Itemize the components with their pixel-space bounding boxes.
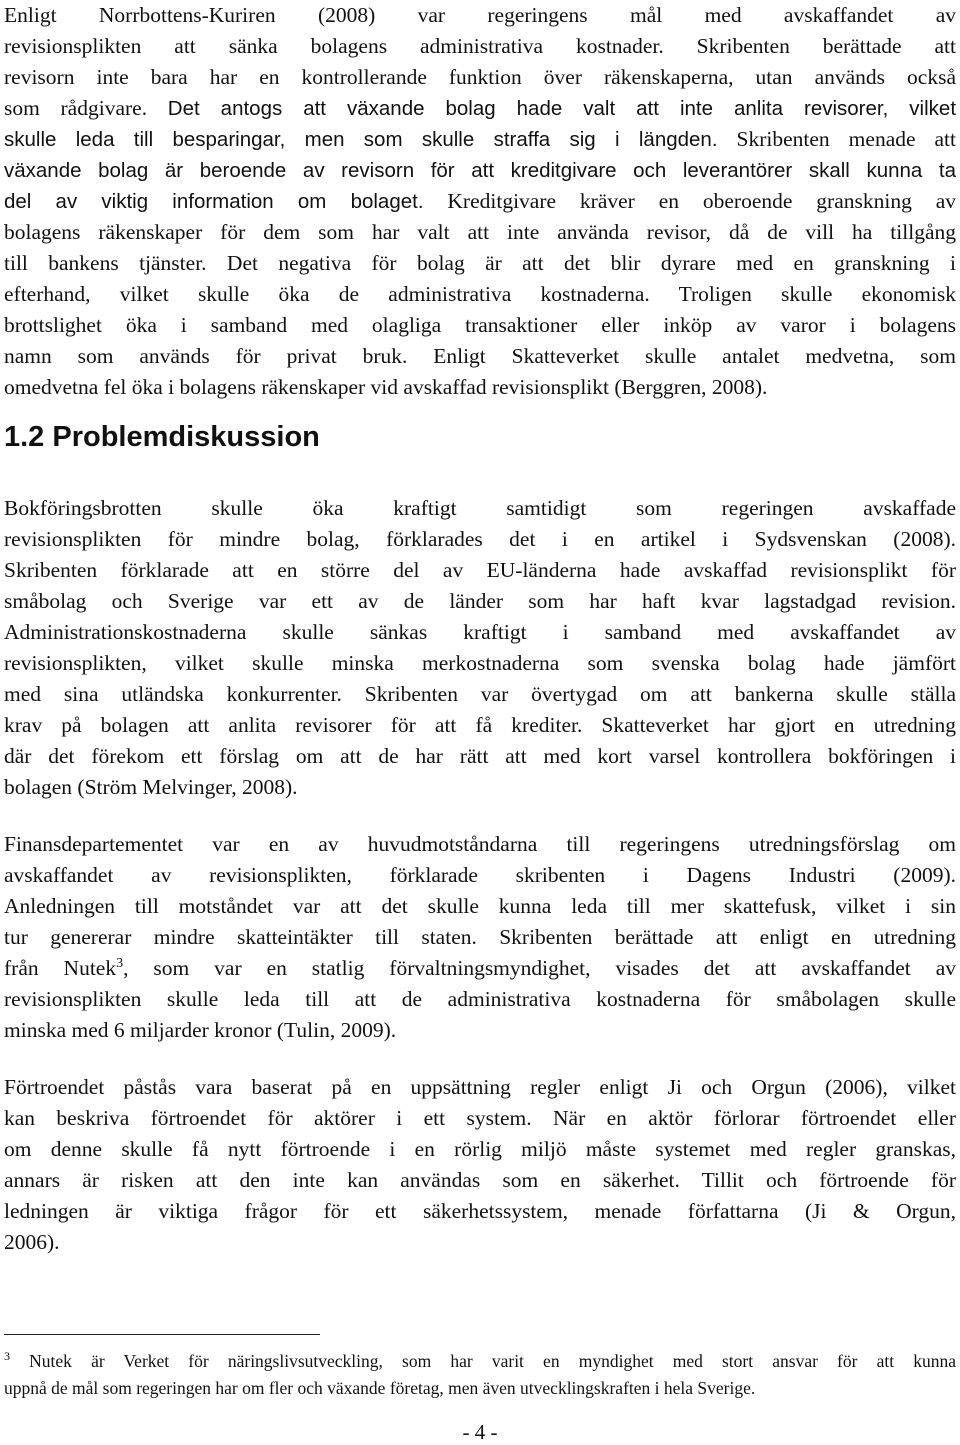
- text-line: [4, 124, 956, 155]
- text-line: Bokföringsbrotten skulle öka kraftigt samtidigt som regeringen avskaffade: [4, 496, 956, 520]
- footnote-number: 3: [4, 1349, 10, 1364]
- text-line: där det förekom ett förslag om att de har rätt att med kort varsel kontrollera bokföringen i: [4, 744, 956, 768]
- page-number: - 4 -: [462, 1420, 498, 1444]
- text-line: revisorn inte bara har en kontrollerande funktion över räkenskaperna, utan används också: [4, 65, 956, 89]
- text-line: [4, 186, 956, 217]
- text-line: Administrationskostnaderna skulle sänkas kraftigt i samband med avskaffandet av: [4, 620, 956, 644]
- text-line: bolagens räkenskaper för dem som har valt att inte använda revisor, då de vill ha tillgång: [4, 220, 956, 244]
- text-segment: Skribenten menade att: [736, 127, 956, 151]
- text-segment: Det antogs att växande bolag hade valt att inte anlita revisorer, vilket: [167, 97, 956, 120]
- text-segment: som rådgivare.: [4, 96, 148, 120]
- text-segment: Kreditgivare kräver en oberoende granskning av: [447, 189, 956, 213]
- paragraph-1: [4, 493, 956, 803]
- text-segment: till bankens tjänster.: [4, 251, 207, 275]
- text-line: kan beskriva förtroendet för aktörer i ett system. När en aktör förlorar förtroendet eller: [4, 1106, 956, 1130]
- paragraph-3: [4, 1072, 956, 1258]
- text-line: revisionsplikten, vilket skulle minska merkostnaderna som svenska bolag hade jämfört: [4, 651, 956, 675]
- text-line: [4, 953, 956, 984]
- text-line: 2006).: [4, 1230, 60, 1254]
- text-line: Enligt Norrbottens-Kuriren (2008) var regeringens mål med avskaffandet av: [4, 3, 956, 27]
- footnote-reference: 3: [116, 955, 124, 971]
- text-line: med sina utländska konkurrenter. Skribenten var övertygad om att bankerna skulle ställa: [4, 682, 956, 706]
- footnote-line: [4, 1348, 956, 1375]
- text-line: brottslighet öka i samband med olagliga transaktioner eller inköp av varor i bolagens: [4, 313, 956, 337]
- text-segment: del av viktig information om bolaget.: [4, 190, 424, 213]
- text-line: namn som används för privat bruk. Enligt Skatteverket skulle antalet medvetna, som: [4, 344, 956, 368]
- text-line: annars är risken att den inte kan användas som en säkerhet. Tillit och förtroende för: [4, 1168, 956, 1192]
- text-line: om denne skulle få nytt förtroende i en rörlig miljö måste systemet med regler granskas,: [4, 1137, 956, 1161]
- text-line: ledningen är viktiga frågor för ett säkerhetssystem, menade författarna (Ji & Orgun,: [4, 1199, 956, 1223]
- text-line: avskaffandet av revisionsplikten, förklarade skribenten i Dagens Industri (2009).: [4, 863, 956, 887]
- paragraph-top: [4, 0, 956, 403]
- footnote-divider: [4, 1334, 320, 1335]
- text-line: krav på bolagen att anlita revisorer för att få krediter. Skatteverket har gjort en utredning: [4, 713, 956, 737]
- text-line: revisionsplikten för mindre bolag, förklarades det i en artikel i Sydsvenskan (2008).: [4, 527, 956, 551]
- text-line: småbolag och Sverige var ett av de länder som har haft kvar lagstadgad revision.: [4, 589, 956, 613]
- footnote: [4, 1348, 956, 1402]
- paragraph-2: [4, 829, 956, 1046]
- text-segment: , som var en statlig förvaltningsmyndighet, visades det att avskaffandet av: [123, 956, 956, 980]
- text-line: revisionsplikten att sänka bolagens administrativa kostnader. Skribenten berättade att: [4, 34, 956, 58]
- text-line: Finansdepartementet var en av huvudmotståndarna till regeringens utredningsförslag om: [4, 832, 956, 856]
- footnote-text: Nutek är Verket för näringslivsutveckling, som har varit en myndighet med stort ansvar för att kunna: [29, 1351, 956, 1371]
- text-line: växande bolag är beroende av revisorn för att kreditgivare och leverantörer skall kunna ta: [4, 159, 956, 182]
- text-line: Skribenten förklarade att en större del av EU-länderna hade avskaffad revisionsplikt för: [4, 558, 956, 582]
- text-segment: skulle leda till besparingar, men som skulle straffa sig i längden.: [4, 128, 718, 151]
- text-line: minska med 6 miljarder kronor (Tulin, 2009).: [4, 1018, 397, 1042]
- text-line: omedvetna fel öka i bolagens räkenskaper vid avskaffad revisionsplikt (Berggren, 2008).: [4, 375, 768, 399]
- text-line: Anledningen till motståndet var att det skulle kunna leda till mer skattefusk, vilket i sin: [4, 894, 956, 918]
- text-line: bolagen (Ström Melvinger, 2008).: [4, 775, 298, 799]
- text-line: [4, 93, 956, 124]
- footnote-line: uppnå de mål som regeringen har om fler och växande företag, men även utvecklingskraften i hela Sverige.: [4, 1378, 756, 1398]
- text-line: Förtroendet påstås vara baserat på en uppsättning regler enligt Ji och Orgun (2006), vilket: [4, 1075, 956, 1099]
- text-line: revisionsplikten skulle leda till att de administrativa kostnaderna för småbolagen skulle: [4, 987, 956, 1011]
- text-line: tur genererar mindre skatteintäkter till staten. Skribenten berättade att enligt en utredning: [4, 925, 956, 949]
- text-segment: Det negativa för bolag är att det blir dyrare med en granskning i: [226, 251, 956, 275]
- text-line: [4, 248, 956, 279]
- text-line: efterhand, vilket skulle öka de administrativa kostnaderna. Troligen skulle ekonomisk: [4, 282, 956, 306]
- section-heading: 1.2 Problemdiskussion: [4, 421, 320, 453]
- text-segment: från Nutek: [4, 956, 117, 980]
